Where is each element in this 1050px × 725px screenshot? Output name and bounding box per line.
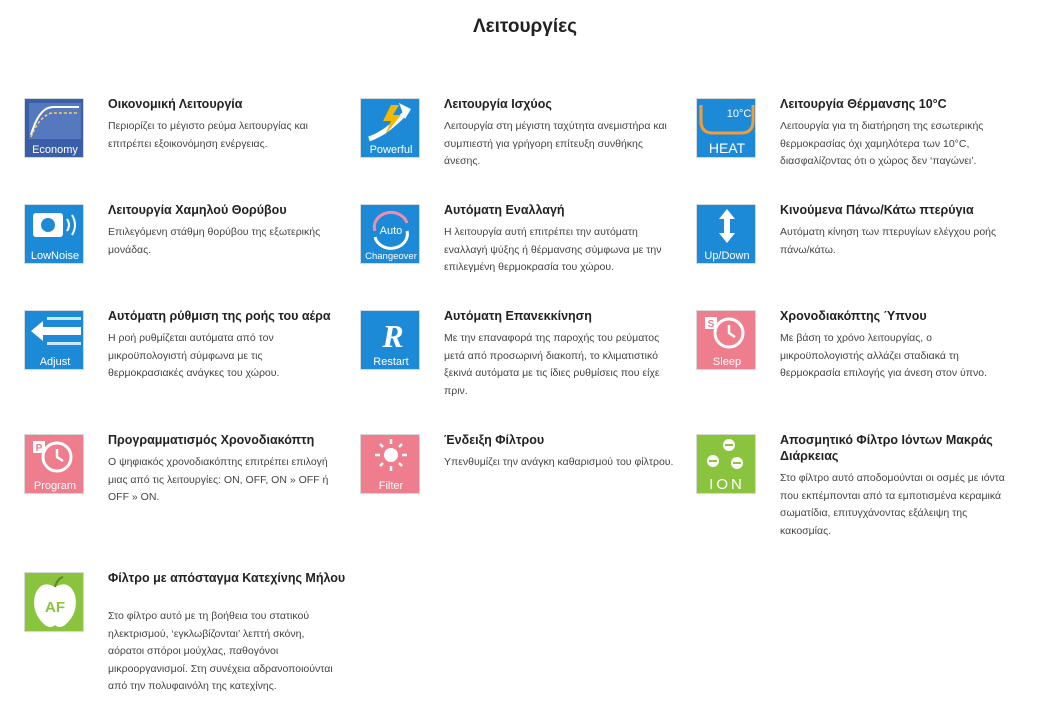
feature-description: Επιλεγόμενη στάθμη θορύβου της εξωτερικής μονάδας. bbox=[108, 226, 321, 256]
ion-icon-label: ION bbox=[709, 476, 745, 493]
feature-program bbox=[24, 434, 334, 544]
feature-description: Λειτουργία για τη διατήρηση της εσωτερικής θερμοκρασίας όχι χαμηλότερα των 10°C, διασφαλίζοντας ότι ο χώρος δεν ‘παγώνει’. bbox=[780, 120, 984, 167]
feature-description: Υπενθυμίζει την ανάγκη καθαρισμού του φίλτρου. bbox=[444, 456, 674, 468]
feature-title: Ένδειξη Φίλτρου bbox=[444, 433, 545, 447]
feature-restart bbox=[360, 310, 670, 420]
feature-description: Αυτόματη κίνηση των πτερυγίων ελέγχου ροής πάνω/κάτω. bbox=[780, 226, 997, 256]
feature-title: Προγραμματισμός Χρονοδιακόπτη bbox=[108, 433, 315, 447]
feature-description: Στο φίλτρο αυτό αποδομούνται οι οσμές με ιόντα που εκπέμπονται από τα εμποτισμένα κεραμικά σωματίδια, επιτυγχάνοντας εξάλειψη της κακοσμίας. bbox=[780, 472, 1005, 537]
up-down-icon-label: Up/Down bbox=[704, 250, 750, 262]
economy-icon-label: Economy bbox=[32, 144, 78, 156]
filter-icon bbox=[360, 434, 420, 494]
apple-catechin-icon bbox=[24, 572, 84, 632]
feature-description: Με την επαναφορά της παροχής του ρεύματος μετά από προσωρινή διακοπή, το κλιματιστικό ξεκινά αυτόματα με τις ίδιες ρυθμίσεις που είχε πριν. bbox=[444, 332, 660, 397]
feature-title: Λειτουργία Ισχύος bbox=[444, 97, 552, 111]
feature-up-down bbox=[696, 204, 1006, 314]
feature-low-noise bbox=[24, 204, 334, 314]
heat-icon-temp: 10°C bbox=[726, 108, 752, 120]
heat-icon bbox=[696, 98, 756, 158]
apple-catechin-icon-label: AF bbox=[45, 599, 65, 616]
feature-title: Λειτουργία Θέρμανσης 10°C bbox=[780, 97, 947, 111]
feature-powerful bbox=[360, 98, 670, 208]
feature-description: Η ροή ρυθμίζεται αυτόματα από τον μικροϋπολογιστή σύμφωνα με τις θερμοκρασιακές ανάγκες του χώρου. bbox=[108, 332, 280, 379]
auto-changeover-icon-label: Changeover bbox=[365, 251, 417, 262]
low-noise-icon-label: LowNoise bbox=[30, 250, 80, 262]
feature-title: Λειτουργία Χαμηλού Θορύβου bbox=[108, 203, 287, 217]
feature-title: Αποσμητικό Φίλτρο Ιόντων Μακράς Διάρκειας bbox=[780, 433, 993, 463]
feature-adjust bbox=[24, 310, 334, 420]
svg-text:R: R bbox=[382, 318, 404, 354]
program-icon-label: Program bbox=[33, 480, 77, 492]
feature-title: Οικονομική Λειτουργία bbox=[108, 97, 243, 111]
sleep-icon bbox=[696, 310, 756, 370]
feature-filter bbox=[360, 433, 674, 544]
feature-title: Αυτόματη Επανεκκίνηση bbox=[444, 309, 592, 323]
feature-title: Φίλτρο με απόσταγμα Κατεχίνης Μήλου bbox=[108, 571, 346, 585]
feature-sleep bbox=[696, 310, 1006, 420]
svg-text:S: S bbox=[707, 319, 715, 330]
feature-description: Στο φίλτρο αυτό με τη βοήθεια του στατικού ηλεκτρισμού, ‘εγκλωβίζονται’ λεπτή σκόνη, αόρατοι σπόροι μούχλας, παθογόνοι μικροοργανισμοί. Στη συνέχεια αδρανοποιούνται από την πολυφαινόλη της κατεχίνης. bbox=[108, 610, 333, 692]
restart-icon-label: Restart bbox=[373, 356, 409, 368]
feature-title: Χρονοδιακόπτης Ύπνου bbox=[780, 309, 927, 323]
economy-icon bbox=[24, 98, 84, 158]
feature-ion-filter bbox=[696, 434, 1006, 544]
feature-description: Ο ψηφιακός χρονοδιακόπτης επιτρέπει επιλογή μιας από τις λειτουργίες: ON, OFF, ON » OFF ή OFF » ON. bbox=[108, 456, 329, 503]
restart-icon bbox=[360, 310, 420, 370]
feature-title: Αυτόματη ρύθμιση της ροής του αέρα bbox=[108, 309, 331, 323]
feature-title: Αυτόματη Εναλλαγή bbox=[444, 203, 565, 217]
feature-auto-changeover bbox=[360, 204, 670, 314]
program-icon bbox=[24, 434, 84, 494]
feature-description: Η λειτουργία αυτή επιτρέπει την αυτόματη εναλλαγή ψύξης ή θέρμανσης σύμφωνα με την επιλεγμένη θερμοκρασία του χώρου. bbox=[444, 226, 662, 273]
feature-economy bbox=[24, 98, 334, 208]
svg-text:P: P bbox=[35, 443, 43, 454]
feature-description: Περιορίζει το μέγιστο ρεύμα λειτουργίας και επιτρέπει εξοικονόμηση ενέργειας. bbox=[108, 120, 308, 150]
auto-changeover-icon bbox=[360, 204, 420, 264]
ion-icon bbox=[696, 434, 756, 494]
low-noise-icon bbox=[24, 204, 84, 264]
adjust-icon bbox=[24, 310, 84, 370]
feature-description: Με βάση το χρόνο λειτουργίας, ο μικροϋπολογιστής αλλάζει σταδιακά τη θερμοκρασία επιλογής για άνεση στον ύπνο. bbox=[780, 332, 988, 379]
auto-changeover-icon-sub: Auto bbox=[379, 225, 403, 237]
feature-description: Λειτουργία στη μέγιστη ταχύτητα ανεμιστήρα και συμπιεστή για γρήγορη επίτευξη συνθήκης άνεσης. bbox=[444, 120, 667, 167]
sleep-icon-label: Sleep bbox=[712, 356, 742, 368]
heat-icon-label: HEAT bbox=[708, 140, 746, 156]
feature-heat-10c bbox=[696, 98, 1006, 208]
powerful-icon-label: Powerful bbox=[369, 144, 413, 156]
filter-icon-label: Filter bbox=[378, 480, 404, 492]
powerful-icon bbox=[360, 98, 420, 158]
feature-apple-catechin bbox=[24, 571, 346, 692]
feature-title: Κινούμενα Πάνω/Κάτω πτερύγια bbox=[780, 203, 974, 217]
up-down-icon bbox=[696, 204, 756, 264]
adjust-icon-label: Adjust bbox=[39, 356, 71, 368]
page-title: Λειτουργίες bbox=[472, 16, 578, 37]
